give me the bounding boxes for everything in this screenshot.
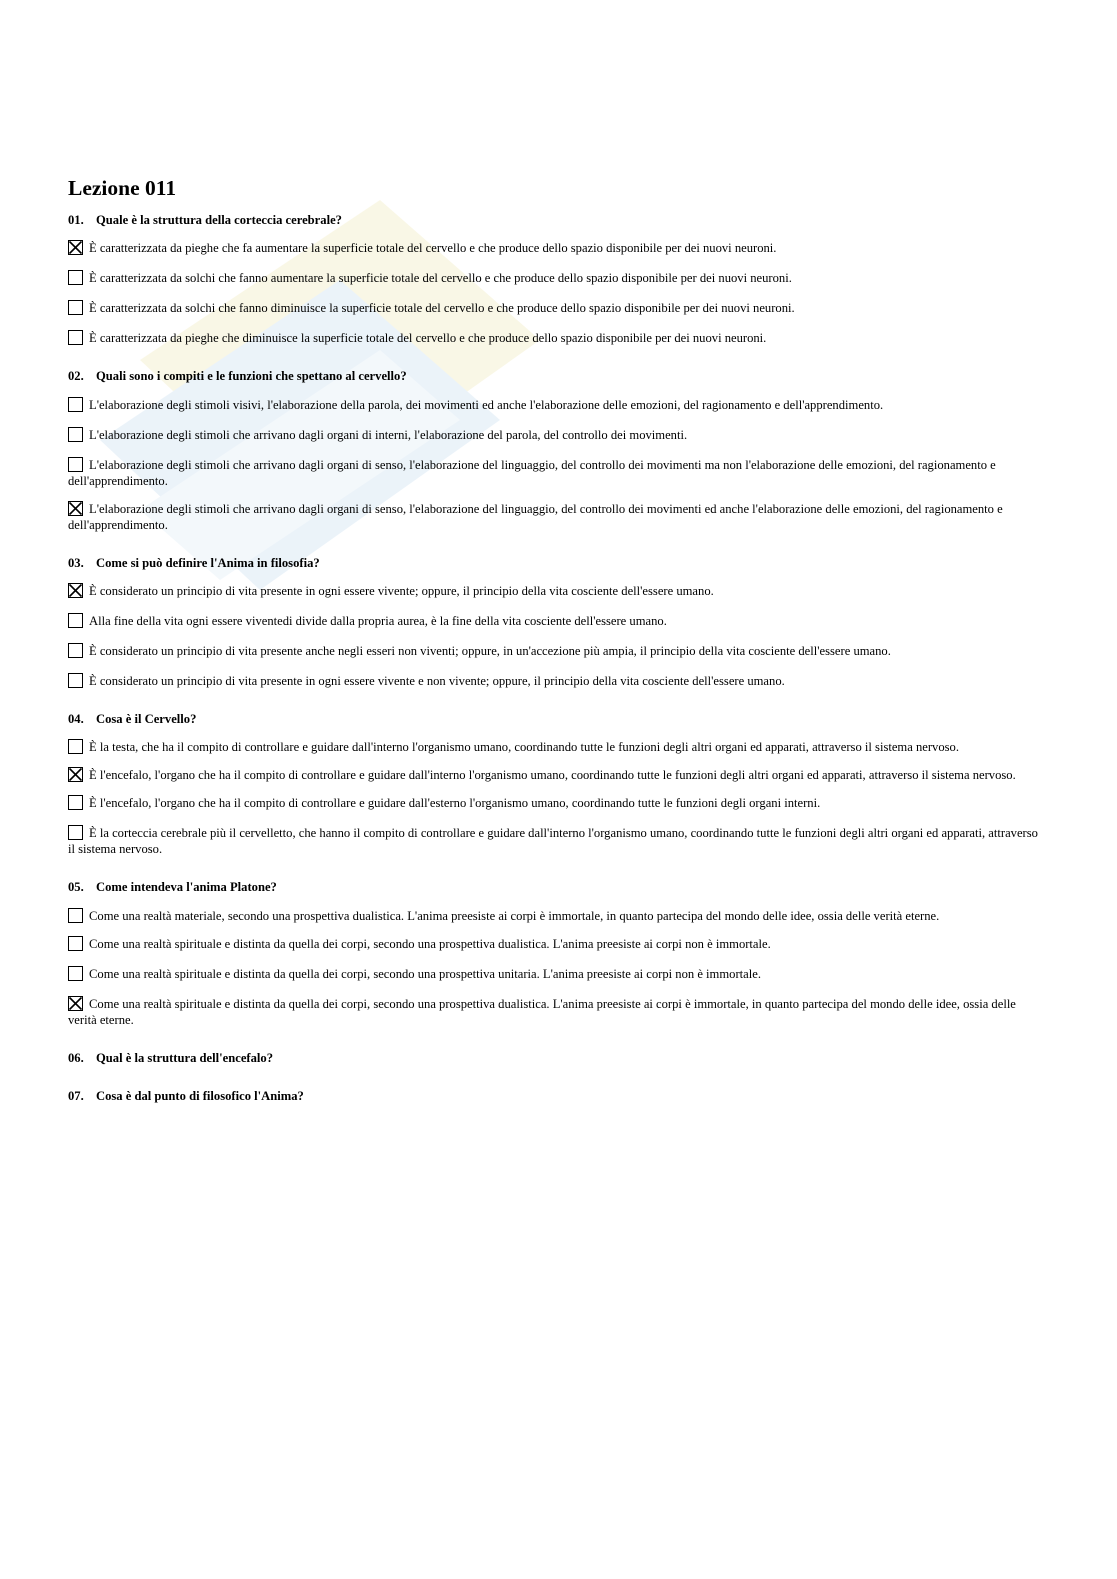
answer-option (68, 330, 1040, 346)
answer-option (68, 739, 1040, 755)
question-heading (68, 879, 1040, 895)
answer-option-text: È caratterizzata da pieghe che diminuisce la superficie totale del cervello e che produce dello spazio disponibile per dei nuovi neuroni. (89, 331, 767, 346)
cross-mark-icon (68, 996, 83, 1011)
question-heading (68, 212, 1040, 228)
empty-checkbox[interactable] (68, 673, 83, 688)
answer-option-text: L'elaborazione degli stimoli visivi, l'elaborazione della parola, dei movimenti ed anche l'elaborazione delle emozioni, del ragionamento e dell'apprendimento. (89, 397, 884, 412)
question-number: 06. (68, 1050, 84, 1065)
question-6 (68, 1050, 1040, 1066)
answer-option-text: È caratterizzata da solchi che fanno diminuisce la superficie totale del cervello e che produce dello spazio disponibile per dei nuovi neuroni. (89, 301, 795, 316)
answer-option-text: Alla fine della vita ogni essere viventedi divide dalla propria aurea, è la fine della vita cosciente dell'essere umano. (89, 613, 667, 628)
answer-option-text: Come una realtà spirituale e distinta da quella dei corpi, secondo una prospettiva dualistica. L'anima preesiste ai corpi non è immortale. (89, 936, 771, 951)
answer-option (68, 457, 1040, 489)
empty-checkbox[interactable] (68, 795, 83, 810)
answer-option-text: È considerato un principio di vita presente in ogni essere vivente; oppure, il principio della vita cosciente dell'essere umano. (89, 583, 714, 598)
answer-option (68, 300, 1040, 316)
question-5 (68, 879, 1040, 1027)
question-7 (68, 1088, 1040, 1104)
answer-option-text: L'elaborazione degli stimoli che arrivano dagli organi di senso, l'elaborazione del linguaggio, del controllo dei movimenti ed anche l'elaborazione delle emozioni, del ragionamento e dell'apprendimento. (68, 501, 1003, 532)
question-text: Quali sono i compiti e le funzioni che spettano al cervello? (96, 369, 407, 384)
answer-option (68, 270, 1040, 286)
question-text: Come si può definire l'Anima in filosofia? (96, 555, 320, 570)
answer-option (68, 613, 1040, 629)
answer-option (68, 795, 1040, 811)
empty-checkbox[interactable] (68, 739, 83, 754)
answer-option (68, 643, 1040, 659)
checked-checkbox[interactable] (68, 583, 83, 598)
cross-mark-icon (68, 767, 83, 782)
answer-option (68, 501, 1040, 533)
question-3 (68, 555, 1040, 689)
answer-option-text: È l'encefalo, l'organo che ha il compito di controllare e guidare dall'interno l'organismo umano, coordinando tutte le funzioni degli altri organi ed apparati, attraverso il sistema nervoso. (89, 768, 1016, 783)
answer-option (68, 673, 1040, 689)
answer-option-text: È la corteccia cerebrale più il cervelletto, che hanno il compito di controllare e guidare dall'interno l'organismo umano, coordinando tutte le funzioni degli altri organi ed apparati, attraverso il sistema nervoso. (68, 826, 1038, 857)
answer-option (68, 825, 1040, 857)
document-page (68, 176, 1040, 1126)
cross-mark-icon (68, 583, 83, 598)
question-heading (68, 368, 1040, 384)
empty-checkbox[interactable] (68, 457, 83, 472)
answer-option (68, 767, 1040, 783)
question-heading (68, 1088, 1040, 1104)
checked-checkbox[interactable] (68, 501, 83, 516)
question-number: 03. (68, 555, 84, 570)
question-text: Cosa è il Cervello? (96, 711, 197, 726)
answer-option-text: È caratterizzata da pieghe che fa aumentare la superficie totale del cervello e che produce dello spazio disponibile per dei nuovi neuroni. (89, 241, 777, 256)
question-number: 07. (68, 1088, 84, 1103)
empty-checkbox[interactable] (68, 270, 83, 285)
question-number: 04. (68, 711, 84, 726)
question-4 (68, 711, 1040, 857)
empty-checkbox[interactable] (68, 427, 83, 442)
question-text: Qual è la struttura dell'encefalo? (96, 1050, 273, 1065)
question-text: Quale è la struttura della corteccia cerebrale? (96, 212, 342, 227)
question-heading (68, 555, 1040, 571)
checked-checkbox[interactable] (68, 240, 83, 255)
question-number: 05. (68, 880, 84, 895)
question-heading (68, 1050, 1040, 1066)
empty-checkbox[interactable] (68, 966, 83, 981)
answer-option (68, 583, 1040, 599)
empty-checkbox[interactable] (68, 825, 83, 840)
cross-mark-icon (68, 240, 83, 255)
answer-option-text: È considerato un principio di vita presente in ogni essere vivente e non vivente; oppure, il principio della vita cosciente dell'essere umano. (89, 673, 785, 688)
answer-option (68, 908, 1040, 924)
answer-option-text: È considerato un principio di vita presente anche negli esseri non viventi; oppure, in un'accezione più ampia, il principio della vita cosciente dell'essere umano. (89, 643, 891, 658)
cross-mark-icon (68, 501, 83, 516)
answer-option (68, 397, 1040, 413)
empty-checkbox[interactable] (68, 613, 83, 628)
empty-checkbox[interactable] (68, 643, 83, 658)
answer-option-text: Come una realtà materiale, secondo una prospettiva dualistica. L'anima preesiste ai corpi è immortale, in quanto partecipa del mondo delle idee, ossia delle verità eterne. (89, 908, 940, 923)
question-list (68, 212, 1040, 1105)
answer-option (68, 427, 1040, 443)
answer-option (68, 966, 1040, 982)
question-number: 01. (68, 212, 84, 227)
empty-checkbox[interactable] (68, 300, 83, 315)
question-text: Cosa è dal punto di filosofico l'Anima? (96, 1088, 304, 1103)
question-2 (68, 368, 1040, 532)
question-text: Come intendeva l'anima Platone? (96, 880, 277, 895)
question-number: 02. (68, 369, 84, 384)
answer-option-text: È caratterizzata da solchi che fanno aumentare la superficie totale del cervello e che produce dello spazio disponibile per dei nuovi neuroni. (89, 271, 792, 286)
checked-checkbox[interactable] (68, 996, 83, 1011)
empty-checkbox[interactable] (68, 397, 83, 412)
empty-checkbox[interactable] (68, 330, 83, 345)
answer-option-text: Come una realtà spirituale e distinta da quella dei corpi, secondo una prospettiva unitaria. L'anima preesiste ai corpi non è immortale. (89, 966, 761, 981)
question-heading (68, 711, 1040, 727)
checked-checkbox[interactable] (68, 767, 83, 782)
answer-option (68, 996, 1040, 1028)
empty-checkbox[interactable] (68, 908, 83, 923)
answer-option-text: È l'encefalo, l'organo che ha il compito di controllare e guidare dall'esterno l'organismo umano, coordinando tutte le funzioni degli organi interni. (89, 796, 821, 811)
answer-option-text: L'elaborazione degli stimoli che arrivano dagli organi di interni, l'elaborazione del parola, del controllo dei movimenti. (89, 427, 688, 442)
empty-checkbox[interactable] (68, 936, 83, 951)
answer-option-text: È la testa, che ha il compito di controllare e guidare dall'interno l'organismo umano, coordinando tutte le funzioni degli altri organi ed apparati, attraverso il sistema nervoso. (89, 740, 959, 755)
lesson-title: Lezione 011 (68, 176, 177, 200)
answer-option-text: Come una realtà spirituale e distinta da quella dei corpi, secondo una prospettiva dualistica. L'anima preesiste ai corpi è immortale, in quanto partecipa del mondo delle idee, ossia delle verità eterne. (68, 996, 1016, 1027)
question-1 (68, 212, 1040, 346)
answer-option (68, 240, 1040, 256)
answer-option (68, 936, 1040, 952)
answer-option-text: L'elaborazione degli stimoli che arrivano dagli organi di senso, l'elaborazione del linguaggio, del controllo dei movimenti ma non l'elaborazione delle emozioni, del ragionamento e dell'apprendimento. (68, 457, 996, 488)
